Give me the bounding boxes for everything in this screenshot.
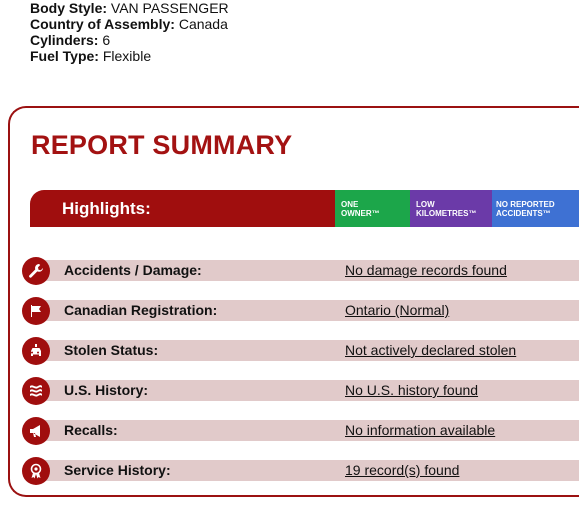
vehicle-cylinders: Cylinders: 6 (30, 32, 111, 48)
megaphone-icon (22, 417, 50, 445)
badge-no-accidents-line1: NO REPORTED (496, 200, 555, 209)
flag-icon (22, 297, 50, 325)
badge-one-owner[interactable] (335, 190, 410, 227)
us-flag-icon (22, 377, 50, 405)
car-alarm-icon (22, 337, 50, 365)
badge-low-km-line2: KILOMETRES™ (416, 209, 477, 218)
us-history-value-link[interactable]: No U.S. history found (345, 382, 479, 398)
accidents-value-link[interactable]: No damage records found (345, 262, 507, 278)
badge-one-owner-line1: ONE (341, 200, 359, 209)
summary-row-label: Canadian Registration: (64, 302, 218, 318)
badge-low-km-line1: LOW (416, 200, 435, 209)
badge-low-kilometres[interactable] (410, 190, 492, 227)
vehicle-country: Country of Assembly: Canada (30, 16, 228, 32)
stolen-value-link[interactable]: Not actively declared stolen (345, 342, 517, 358)
badge-no-accidents-line2: ACCIDENTS™ (496, 209, 551, 218)
vehicle-details (30, 0, 229, 64)
vehicle-fuel-type: Fuel Type: Flexible (30, 48, 152, 64)
summary-row-label: Service History: (64, 462, 171, 478)
registration-value-link[interactable]: Ontario (Normal) (345, 302, 450, 318)
summary-row-label: Stolen Status: (64, 342, 159, 358)
vehicle-body-style: Body Style: VAN PASSENGER (30, 0, 229, 16)
summary-row-label: Recalls: (64, 422, 118, 438)
badge-one-owner-line2: OWNER™ (341, 209, 380, 218)
highlights-label: Highlights: (62, 199, 151, 218)
summary-row-label: Accidents / Damage: (64, 262, 202, 278)
service-badge-icon (22, 457, 50, 485)
wrench-icon (22, 257, 50, 285)
recalls-value-link[interactable]: No information available (345, 422, 496, 438)
summary-row-label: U.S. History: (64, 382, 149, 398)
service-value-link[interactable]: 19 record(s) found (345, 462, 460, 478)
badge-no-reported-accidents[interactable] (492, 190, 579, 227)
highlights-bar (30, 190, 335, 227)
report-summary-title: REPORT SUMMARY (31, 130, 293, 160)
